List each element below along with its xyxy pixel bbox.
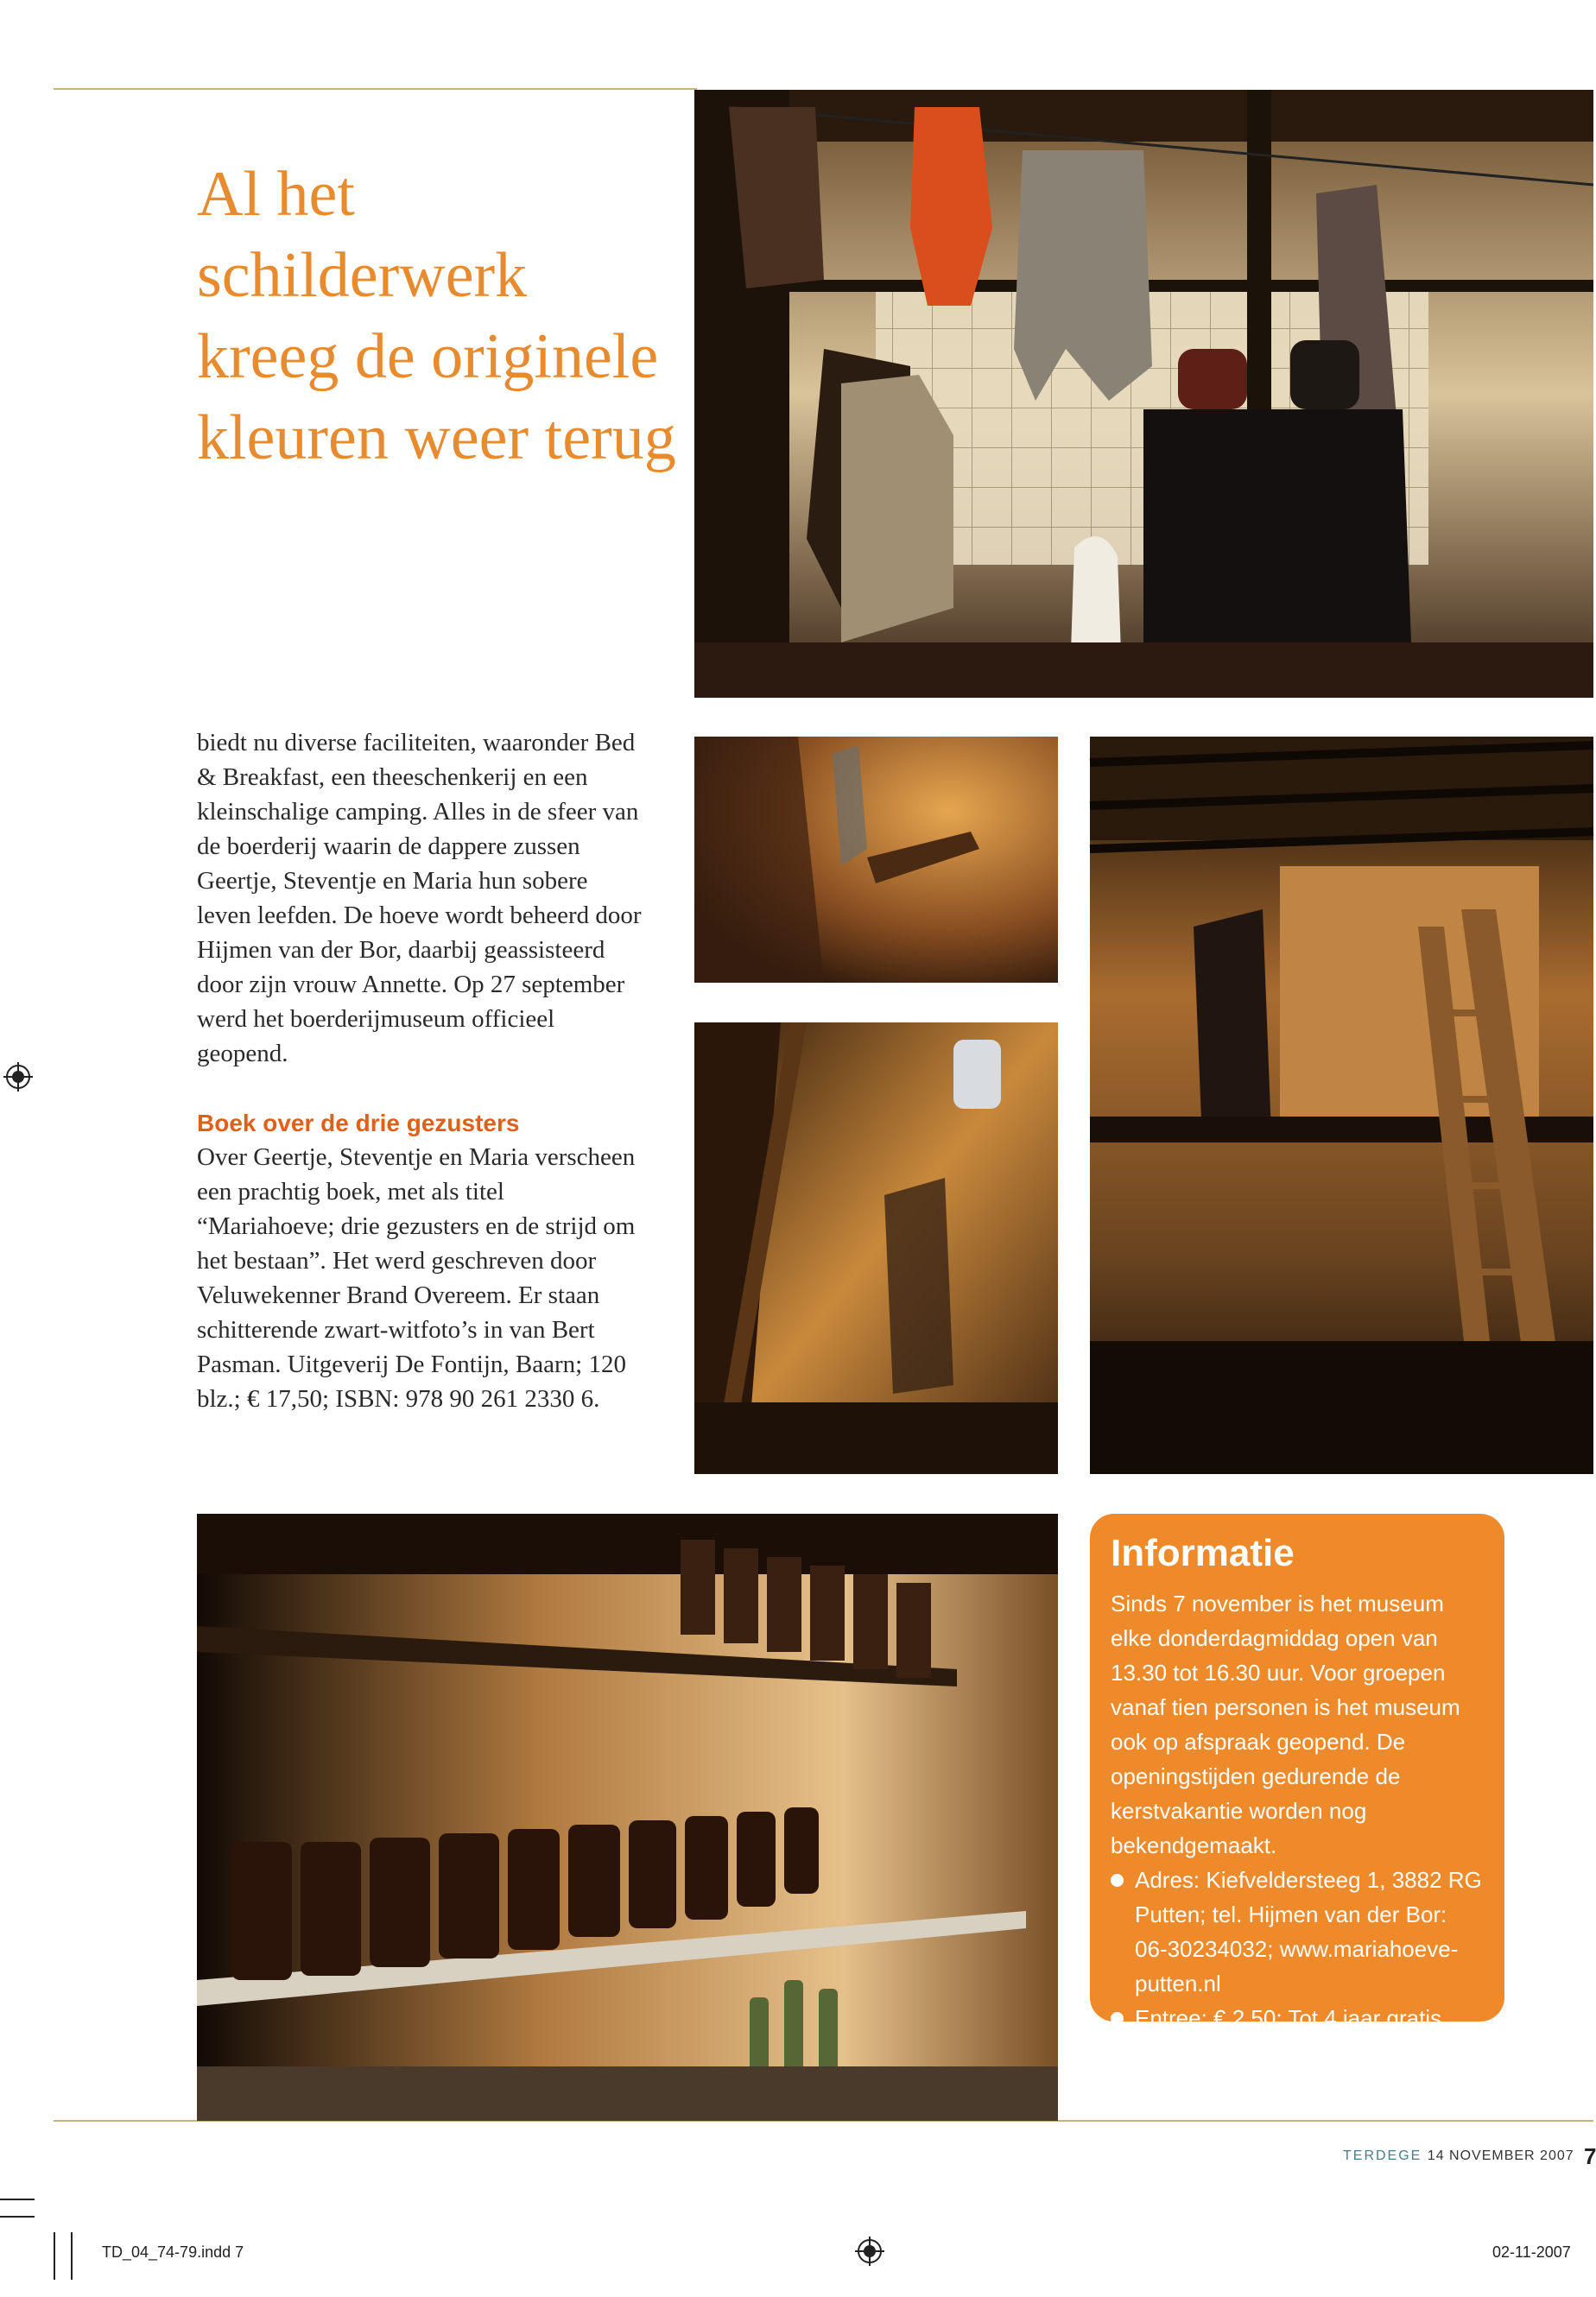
- crop-mark: [0, 2199, 35, 2200]
- crop-mark: [71, 2232, 73, 2280]
- bullet-icon: [1111, 2012, 1124, 2025]
- info-box-list: [1111, 1863, 1484, 2035]
- section-subheading: Boek over de drie gezusters: [197, 1110, 520, 1136]
- photo-wall-detail: [694, 737, 1058, 983]
- footer-date: 14 NOVEMBER 2007: [1427, 2148, 1574, 2163]
- info-box-title: Informatie: [1111, 1532, 1295, 1574]
- footer-magazine: TERDEGE: [1343, 2148, 1422, 2163]
- bullet-icon: [1111, 1874, 1124, 1887]
- crop-mark: [0, 2216, 35, 2218]
- info-box: [1090, 1514, 1504, 2031]
- info-item-entry-text: Entree: € 2,50; Tot 4 jaar gratis.: [1135, 2005, 1448, 2031]
- crop-mark: [54, 2232, 55, 2280]
- body-paragraph-2: Over Geertje, Steventje en Maria verscheen een prachtig boek, met als titel “Mariahoeve; drie gezusters en de strijd om het bestaan”. Het werd geschreven door Veluwekenner Brand Overeem. Er staan schitterende zwart-witfoto’s in van Bert Pasman. Uitgeverij De Fontijn, Baarn; 120 blz.; € 17,50; ISBN: 978 90 261 2330 6.: [197, 1143, 636, 1413]
- info-box-text: Sinds 7 november is het museum elke donderdagmiddag open van 13.30 tot 16.30 uur. Voor groepen vanaf tien personen is het museum ook op afspraak geopend. De openingstijden gedurende de kerstvakantie worden nog bekendgemaakt.: [1111, 1591, 1460, 1858]
- photo-jars-shelves: [197, 1514, 1058, 2121]
- photo-kitchen-laundry: [694, 90, 1593, 698]
- footer-folio: [1343, 2148, 1576, 2164]
- body-paragraph-1: biedt nu diverse faciliteiten, waaronder Bed & Breakfast, een theeschenkerij en een kleinschalige camping. Alles in de sfeer van de boerderij waarin de dappere zussen Geertje, Steventje en Maria hun sobere leven leefden. De hoeve wordt beheerd door Hijmen van der Bor, daarbij geassisteerd door zijn vrouw Annette. Op 27 september werd het boerderijmuseum officieel geopend.: [197, 729, 642, 1067]
- registration-mark-icon: [3, 1062, 33, 1092]
- slug-filename: TD_04_74-79.indd 7: [102, 2243, 244, 2261]
- info-item-address: [1111, 1863, 1484, 2001]
- info-item-entry: [1111, 2001, 1484, 2035]
- photo-loft-ladder: [1090, 737, 1593, 1474]
- slug-date: 02-11-2007: [1492, 2243, 1571, 2261]
- info-item-address-text: Adres: Kiefveldersteeg 1, 3882 RG Putten; tel. Hijmen van der Bor: 06-30234032; www.mariahoeve-putten.nl: [1135, 1867, 1482, 1996]
- pull-quote: Al het schilderwerk kreeg de originele kleuren weer terug: [197, 159, 676, 473]
- registration-mark-icon: [855, 2237, 884, 2266]
- top-rule: [54, 88, 697, 90]
- page-number: 7: [1584, 2143, 1596, 2169]
- photo-corner-window: [694, 1022, 1058, 1474]
